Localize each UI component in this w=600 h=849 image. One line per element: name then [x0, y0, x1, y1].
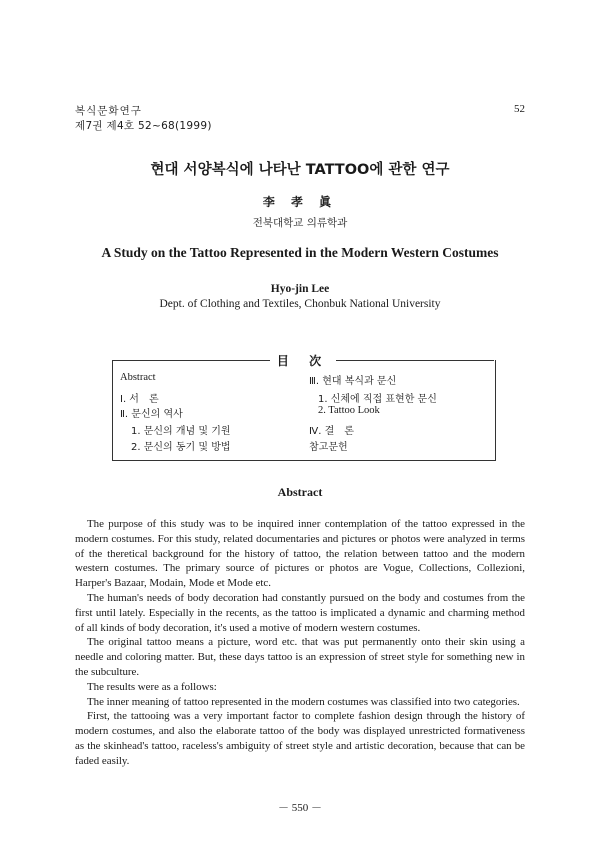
- toc-item: Ⅱ. 문신의 역사: [120, 409, 183, 420]
- toc-item: 2. Tattoo Look: [318, 405, 380, 416]
- toc-item: Ⅳ. 결 론: [309, 426, 354, 437]
- toc-item: Abstract: [120, 372, 156, 383]
- toc-top-rule-right: [336, 360, 494, 361]
- abstract-paragraph: The inner meaning of tattoo represented in the modern costumes was classified into two categories.: [87, 695, 520, 708]
- toc-item: Ⅰ. 서 론: [120, 394, 159, 405]
- abstract-body: [75, 517, 525, 769]
- abstract-paragraph: The human's needs of body decoration had constantly pursued on the body and costumes from the first until lately. Especially in the recents, as the tattoo is implicated a dynamic and charming method of all kinds of body decoration, it's used a motive of modern western costumes.: [75, 591, 525, 634]
- affiliation-korean: 전북대학교 의류학과: [252, 217, 348, 229]
- toc-item: 1. 신체에 직접 표현한 문신: [318, 394, 437, 405]
- journal-name: 복식문화연구: [75, 105, 142, 117]
- page-number-top: 52: [514, 103, 525, 115]
- abstract-paragraph: First, the tattooing was a very important factor to complete fashion design through the history of modern costumes, and also the elaborate tattoo of the body was displayed unrestricted formativeness as the skinhead's tattoo, raceless's ambiguity of street style and artistic decoration, because that can be faded easily.: [75, 710, 525, 767]
- author-english: Hyo-jin Lee: [270, 283, 330, 295]
- toc-item: Ⅲ. 현대 복식과 문신: [309, 376, 397, 387]
- abstract-paragraph: The results were as a follows:: [87, 680, 217, 693]
- abstract-heading: Abstract: [277, 485, 323, 499]
- toc-item: 참고문헌: [309, 442, 348, 453]
- volume-issue: 제7권 제4호 52~68(1999): [75, 120, 212, 132]
- title-korean: 현대 서양복식에 나타난 TATTOO에 관한 연구: [150, 162, 450, 178]
- toc-item: 1. 문신의 개념 및 기원: [131, 426, 231, 437]
- author-hanja: 李 孝 眞: [262, 195, 338, 209]
- abstract-paragraph: The original tattoo means a picture, word etc. that was put permanently onto their skin using a needle and coloring matter. But, these days tattoo is an expression of street style for something new in the subculture.: [75, 636, 525, 678]
- toc-item: 2. 문신의 동기 및 방법: [131, 442, 231, 453]
- affiliation-english: Dept. of Clothing and Textiles, Chonbuk National University: [159, 298, 441, 310]
- abstract-paragraph: The purpose of this study was to be inquired inner contemplation of the tattoo expressed in the modern costumes. For this study, related documentaries and pictures or photos were analyzed in terms of the theretical background for the history of tattoo, the relation between tattoo and the modern western costumes. The primary source of pictures or photos are Vogue, Collections, Collezioni, Harper's Bazaar, Modain, Mode et Mode etc.: [75, 518, 525, 590]
- toc-top-rule-left: [112, 360, 270, 361]
- title-english: A Study on the Tattoo Represented in the Modern Western Costumes: [101, 245, 499, 260]
- page-number-bottom: － 550 －: [278, 802, 322, 814]
- toc-title: 目 次: [276, 354, 330, 368]
